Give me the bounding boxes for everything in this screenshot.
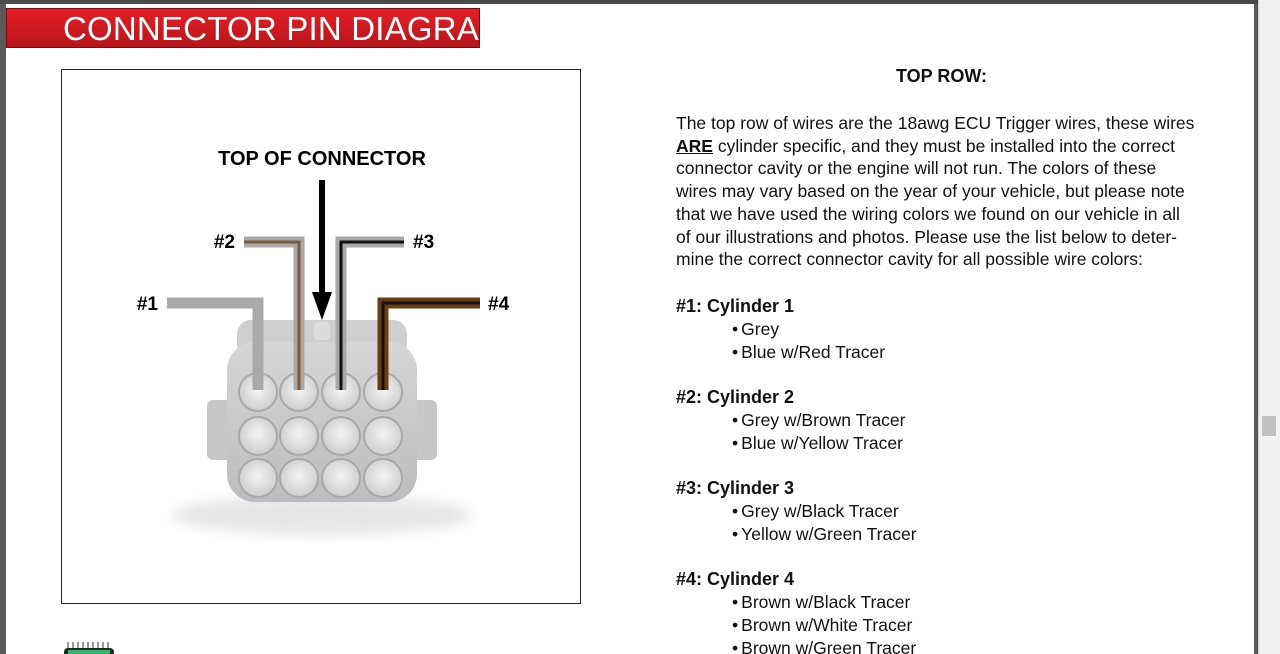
list-item: • Yellow w/Green Tracer <box>732 524 917 545</box>
intro-emphasis: ARE <box>676 135 713 156</box>
connector-figure <box>61 69 581 604</box>
connector-diagram-svg <box>62 70 582 605</box>
connector-cavity <box>364 459 402 497</box>
list-item: • Grey <box>732 319 779 340</box>
cylinder-4-title: #4: Cylinder 4 <box>676 569 795 589</box>
list-item: • Blue w/Red Tracer <box>732 342 885 363</box>
top-row-heading: TOP ROW: <box>896 66 988 86</box>
connector-cavity <box>322 459 360 497</box>
list-item: • Blue w/Yellow Tracer <box>732 433 903 454</box>
pin-3-label: #3 <box>413 232 435 253</box>
intro-text-1: The top row of wires are the 18awg ECU Trigger wires, these wires <box>676 113 1195 133</box>
cylinder-3-title: #3: Cylinder 3 <box>676 478 795 498</box>
circuit-board-icon <box>62 640 116 654</box>
connector-cavity <box>239 459 277 497</box>
connector-cavity <box>364 417 402 455</box>
pin-2-label: #2 <box>213 232 235 253</box>
list-item: • Brown w/Green Tracer <box>732 638 916 654</box>
connector-cavity <box>280 459 318 497</box>
list-item: • Grey w/Black Tracer <box>732 501 899 522</box>
list-item: • Brown w/Black Tracer <box>732 592 910 613</box>
section-banner: CONNECTOR PIN DIAGRAM <box>6 8 480 48</box>
scrollbar-thumb[interactable] <box>1262 416 1276 436</box>
list-item: • Grey w/Brown Tracer <box>732 410 906 431</box>
top-arrow-icon <box>312 180 332 320</box>
intro-text-2: cylinder specific, and they must be installed into the correct connector cavity or the engine will not run. The colors of these wires may vary based on the year of your vehicle, but please note that we have used the wiring colors we found on our vehicle in all of our illustrations and photos. Please use the list below to deter-mine the correct connector cavity for all possible wire colors: <box>676 135 1185 270</box>
connector-cavity <box>239 417 277 455</box>
pin-4-label: #4 <box>488 294 510 315</box>
pin-1-label: #1 <box>136 294 158 315</box>
connector-cavity <box>322 417 360 455</box>
list-item: • Brown w/White Tracer <box>732 615 912 636</box>
cylinder-2-title: #2: Cylinder 2 <box>676 387 795 407</box>
intro-paragraph <box>676 112 1196 271</box>
document-page <box>6 4 1254 654</box>
cylinder-1-title: #1: Cylinder 1 <box>676 296 795 316</box>
vertical-scrollbar[interactable] <box>1258 0 1280 654</box>
top-of-connector-label: TOP OF CONNECTOR <box>218 148 426 170</box>
connector-cavity <box>280 417 318 455</box>
connector-lock-tab <box>314 322 330 340</box>
